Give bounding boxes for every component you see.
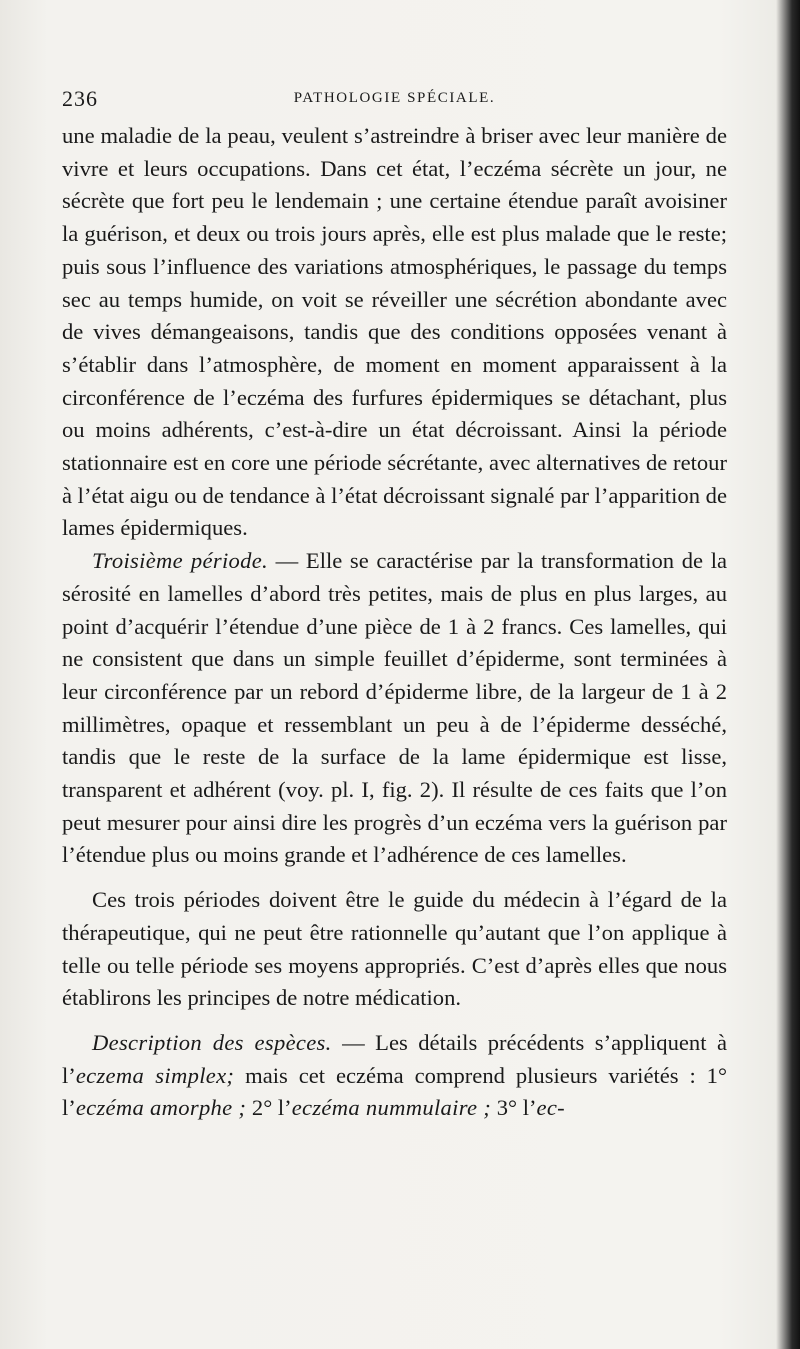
paragraph-text: 2° l’ <box>246 1095 292 1121</box>
paragraph-continuation <box>62 120 727 545</box>
running-head: PATHOLOGIE SPÉCIALE. <box>293 90 496 106</box>
paragraph-text: 3° l’ <box>491 1095 537 1121</box>
term-eczema-nummulaire: eczéma nummulaire ; <box>291 1095 492 1121</box>
section-heading-description: Description des espèces. <box>92 1029 332 1055</box>
page-number: 236 <box>62 86 98 111</box>
term-eczema-simplex: eczema simplex; <box>75 1062 235 1088</box>
page-header <box>62 86 727 112</box>
paragraph-third-period <box>62 545 727 872</box>
paragraph-text: — Elle se caractérise par la transformation de la sérosité en lamelles d’abord très petites, mais de plus en plus larges, au point d’acquérir l’étendue d’une pièce de 1 à 2 francs. Ces lamelles, qui ne consistent que dans un simple feuillet d’épiderme, sont terminées à leur circonférence par un rebord d’épiderme libre, de la largeur de 1 à 2 millimètres, opaque et ressemblant un peu à de l’épiderme desséché, tandis que le reste de la surface de la lame épidermique est lisse, transparent et adhérent (voy. pl. I, fig. 2). Il résulte de ces faits que l’on peut mesurer pour ainsi dire les progrès d’un eczéma vers la guérison par l’étendue plus ou moins grande et l’adhérence de ces lamelles. <box>62 548 727 868</box>
paragraph-three-periods <box>62 884 727 1015</box>
paragraph-text: Ces trois périodes doivent être le guide du médecin à l’égard de la thérapeutique, qui ne peut être rationnelle qu’autant que l’on applique à telle ou telle période ses moyens appropriés. C’est d’après elles que nous établirons les principes de notre médication. <box>62 887 727 1011</box>
term-eczema-amorphe: eczéma amorphe ; <box>75 1095 247 1121</box>
paragraph-text: mais cet eczéma comprend plusieurs variétés : 1° l’ <box>62 1062 727 1121</box>
paragraph-text: — Les détails précédents s’appliquent à l’ <box>62 1029 727 1088</box>
paragraph-text: une maladie de la peau, veulent s’astreindre à briser avec leur manière de vivre et leurs occupations. Dans cet état, l’eczéma sécrète un jour, ne sécrète que fort peu le lendemain ; une certaine étendue paraît avoisiner la guérison, et deux ou trois jours après, elle est plus malade que le reste; puis sous l’influence des variations atmosphériques, le passage du temps sec au temps humide, on voit se réveiller une sécrétion abondante avec de vives démangeaisons, tandis que des conditions opposées venant à s’établir dans l’atmosphère, de moment en moment apparaissent à la circonférence de l’eczéma des furfures épidermiques se détachant, plus ou moins adhérents, c’est-à-dire un état décroissant. Ainsi la période stationnaire est en core une période sécrétante, avec alternatives de retour à l’état aigu ou de tendance à l’état décroissant signalé par l’apparition de lames épidermiques. <box>62 123 727 541</box>
page-body <box>62 120 727 1125</box>
section-heading-third-period: Troisième période. <box>92 548 269 574</box>
term-ec: ec- <box>536 1095 565 1121</box>
paragraph-description-species <box>62 1027 727 1125</box>
